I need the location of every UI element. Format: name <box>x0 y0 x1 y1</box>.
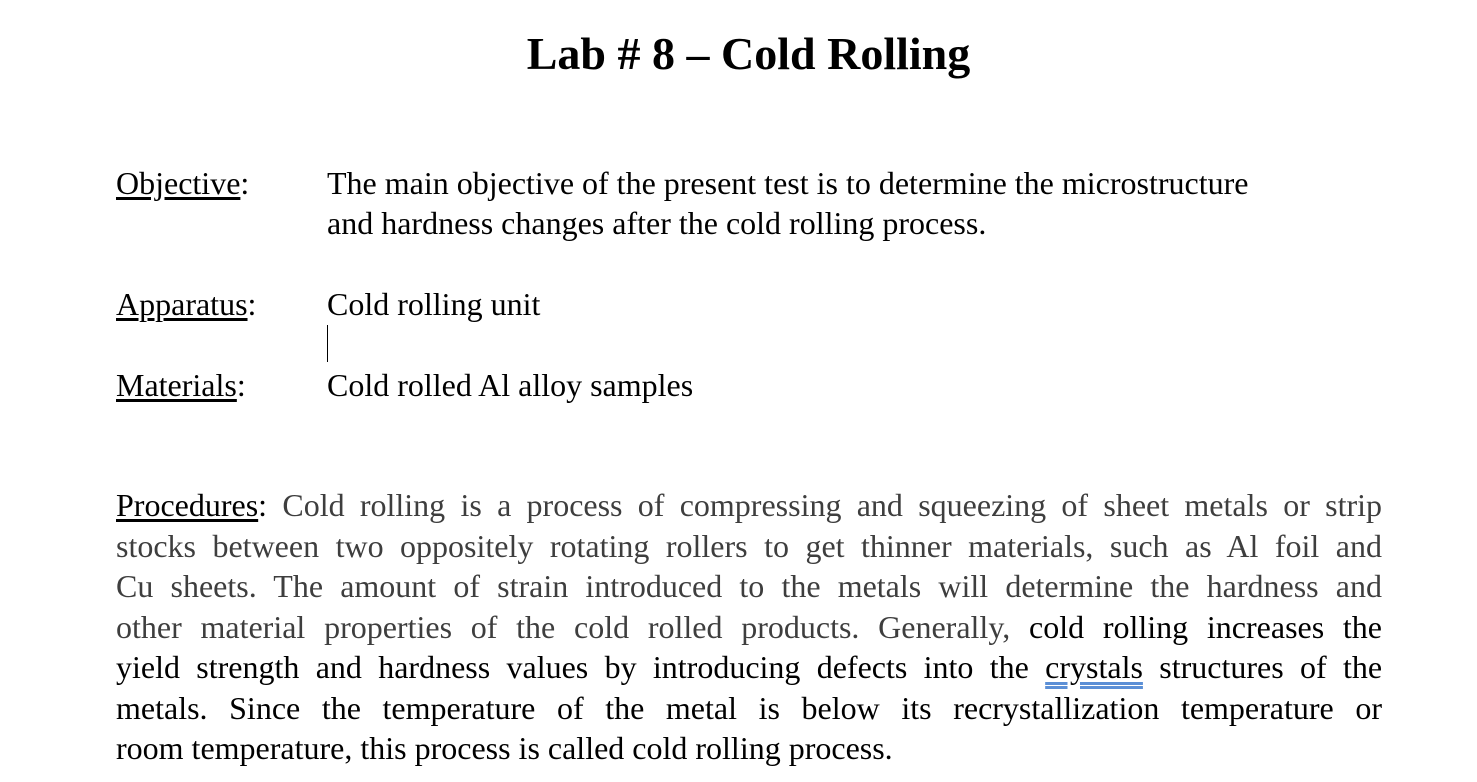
materials-value: Cold rolled Al alloy samples <box>327 367 694 403</box>
objective-text <box>327 163 1248 243</box>
apparatus-value: Cold rolling unit <box>327 286 541 322</box>
procedures-line-5-before: yield strength and hardness values by introducing defects into the <box>116 649 1029 685</box>
procedures-colon: : <box>258 487 268 523</box>
objective-line-1: The main objective of the present test is to determine the microstructure <box>327 165 1249 201</box>
apparatus-colon: : <box>247 286 257 322</box>
objective-label-text: Objective <box>116 165 241 201</box>
procedures-line-4-gray: other material properties of the cold rolled products. Generally, <box>116 608 1011 645</box>
document-title: Lab # 8 – Cold Rolling <box>526 28 971 79</box>
materials-colon: : <box>236 367 246 403</box>
procedures-line-5-after: structures of the <box>1159 649 1383 685</box>
procedures-paragraph <box>116 485 1382 769</box>
objective-label <box>116 163 249 203</box>
apparatus-label-text: Apparatus <box>116 286 248 322</box>
apparatus-label <box>116 284 256 324</box>
objective-colon: : <box>240 165 250 201</box>
procedures-line-6: metals. Since the temperature of the metal is below its recrystallization temperature or <box>116 689 1382 726</box>
procedures-line-1-text: Cold rolling is a process of compressing and squeezing of sheet metals or strip <box>282 487 1383 523</box>
procedures-line-1 <box>116 485 1382 526</box>
objective-line-2: and hardness changes after the cold rolling process. <box>327 205 987 241</box>
procedures-line-4-black: cold rolling increases the <box>1029 608 1383 645</box>
spellcheck-word-crystals[interactable]: crystals <box>1045 649 1143 685</box>
procedures-line-2: stocks between two oppositely rotating rollers to get thinner materials, such as Al foil and <box>116 527 1382 564</box>
text-cursor <box>327 325 328 362</box>
procedures-line-3: Cu sheets. The amount of strain introduced to the metals will determine the hardness and <box>116 568 1382 604</box>
procedures-label: Procedures <box>116 487 259 523</box>
materials-label-text: Materials <box>116 367 237 403</box>
procedures-line-4 <box>116 607 1382 648</box>
procedures-line-7: room temperature, this process is called cold rolling process. <box>116 730 893 766</box>
procedures-line-5 <box>116 647 1382 688</box>
materials-label <box>116 365 246 405</box>
